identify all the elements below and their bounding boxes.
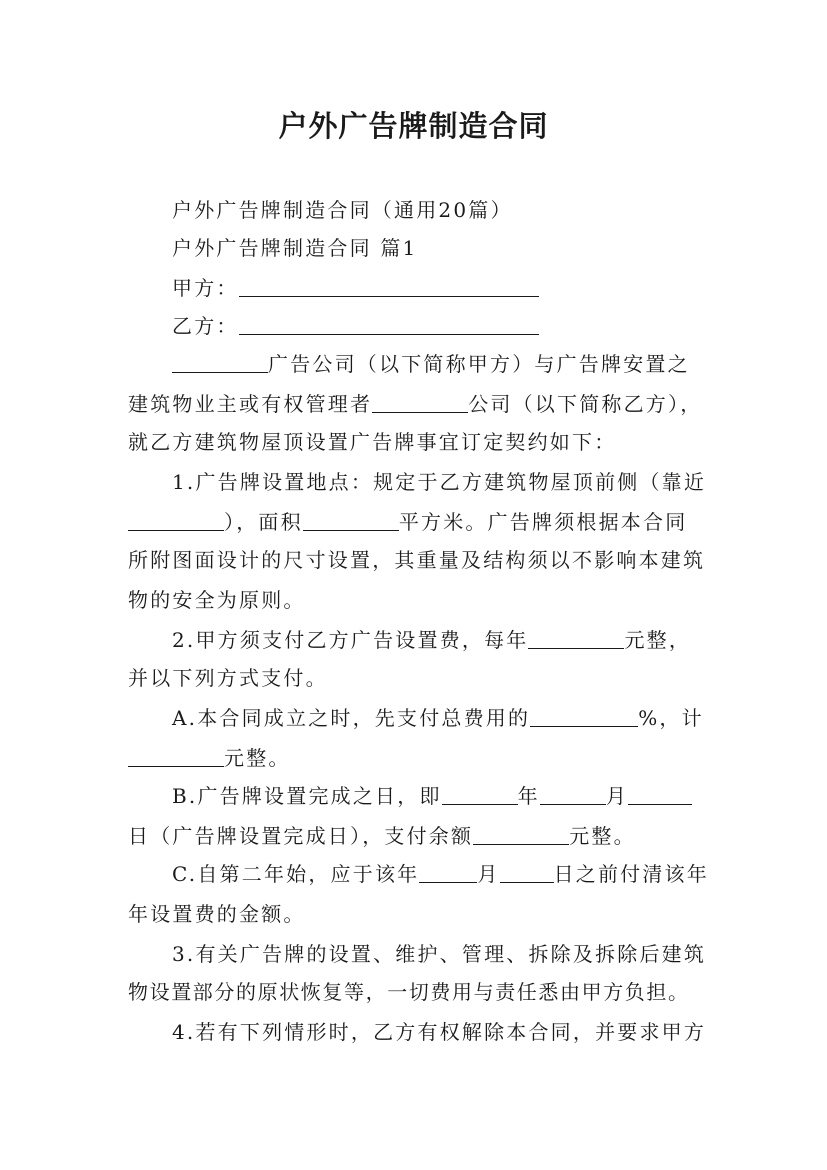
preamble-line-2: 建筑物业主或有权管理者 公司（以下简称乙方）， — [128, 392, 703, 416]
clause-a-line-1: A.本合同成立之时，先支付总费用的 %，计 — [172, 706, 704, 730]
clause-1-line-1: 1.广告牌设置地点：规定于乙方建筑物屋顶前侧（靠近 — [172, 470, 707, 494]
annual-fee-blank — [528, 629, 624, 649]
first-payment-blank — [128, 747, 224, 767]
day-blank — [628, 785, 692, 805]
document-title: 户外广告牌制造合同 — [278, 109, 549, 143]
location-blank — [128, 511, 224, 531]
clause-b-line-1: B.广告牌设置完成之日，即 年 月 — [172, 784, 692, 808]
section-heading: 户外广告牌制造合同 篇1 — [172, 236, 418, 260]
clause-b-line-2: 日（广告牌设置完成日），支付余额 元整。 — [128, 824, 636, 848]
party-b-label: 乙方： — [172, 314, 239, 338]
balance-blank — [473, 825, 569, 845]
preamble-line-3: 就乙方建筑物屋顶设置广告牌事宜订定契约如下： — [128, 430, 617, 454]
due-day-blank — [500, 863, 554, 883]
clause-1-line-2: ），面积 平方米。广告牌须根据本合同 — [128, 510, 703, 534]
party-b-line — [172, 314, 539, 338]
preamble-line-1: 广告公司（以下简称甲方）与广告牌安置之 — [172, 352, 690, 376]
clause-c-line-1: C.自第二年始，应于该年 月 日之前付清该年 — [172, 862, 709, 886]
year-blank — [442, 785, 518, 805]
owner-company-blank — [372, 393, 468, 413]
clause-2-line-1: 2.甲方须支付乙方广告设置费，每年 元整， — [172, 628, 692, 652]
clause-a-line-2: 元整。 — [128, 746, 703, 770]
clause-2-line-2: 并以下列方式支付。 — [128, 666, 328, 690]
clause-3-line-2: 物设置部分的原状恢复等，一切费用与责任悉由甲方负担。 — [128, 980, 690, 1004]
due-month-blank — [419, 863, 477, 883]
party-a-label: 甲方： — [172, 276, 239, 300]
party-b-blank — [239, 315, 539, 335]
party-a-line — [172, 276, 539, 300]
clause-4-line-1: 4.若有下列情形时，乙方有权解除本合同，并要求甲方 — [172, 1020, 707, 1044]
area-blank — [303, 511, 399, 531]
percent-blank — [530, 707, 638, 727]
clause-3-line-1: 3.有关广告牌的设置、维护、管理、拆除及拆除后建筑 — [172, 942, 707, 966]
document-subtitle: 户外广告牌制造合同（通用20篇） — [172, 198, 513, 222]
clause-c-line-2: 年设置费的金额。 — [128, 902, 306, 926]
party-a-blank — [239, 277, 539, 297]
month-blank — [540, 785, 606, 805]
clause-1-line-4: 物的安全为原则。 — [128, 588, 306, 612]
ad-company-blank — [172, 353, 268, 373]
clause-1-line-3: 所附图面设计的尺寸设置，其重量及结构须以不影响本建筑 — [128, 548, 706, 572]
